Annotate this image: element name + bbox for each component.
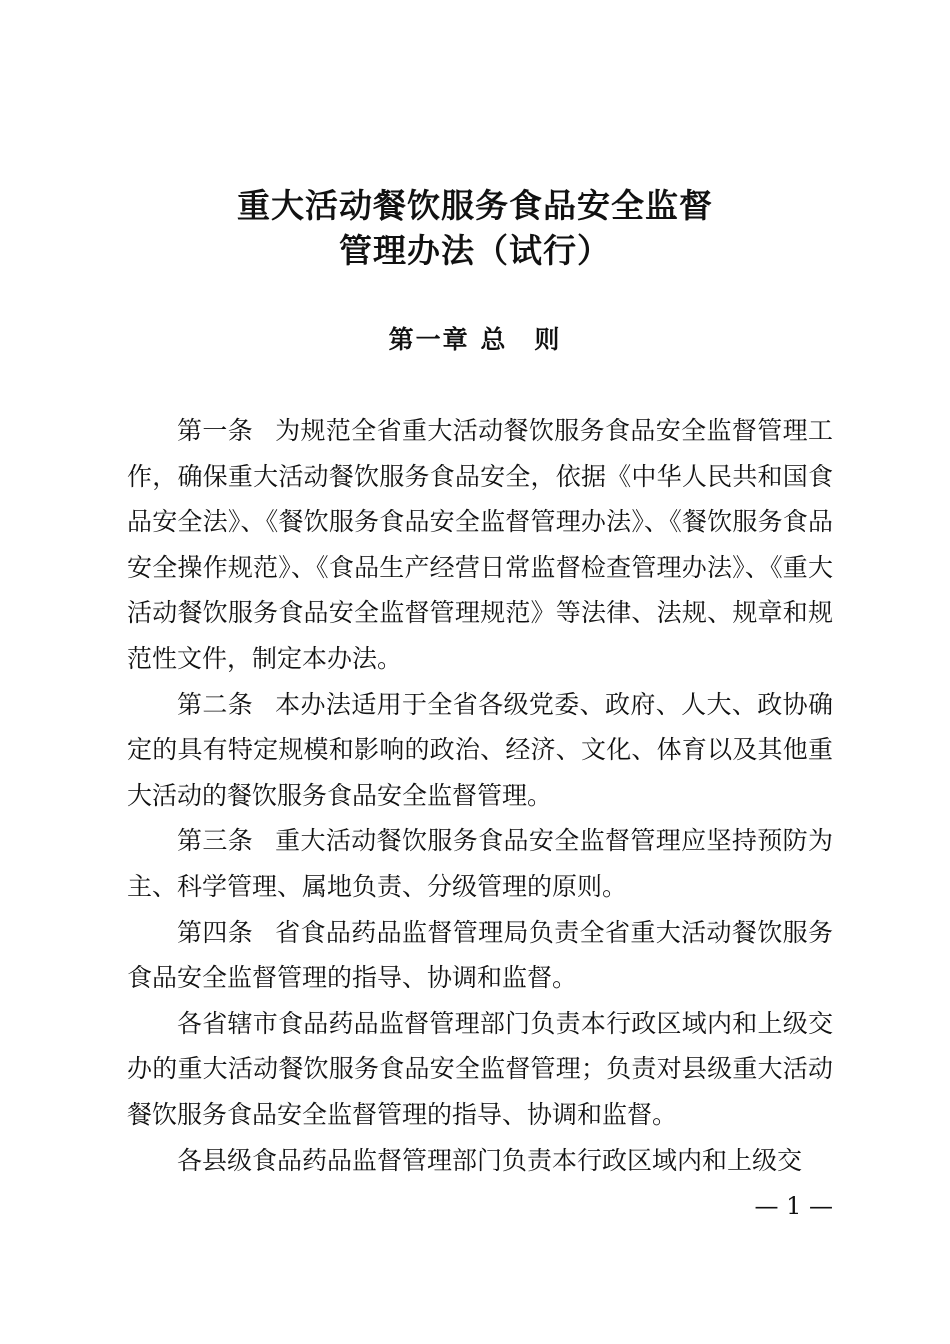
article-text: 各县级食品药品监督管理部门负责本行政区域内和上级交 [177, 1145, 803, 1175]
document-title-line-1: 重大活动餐饮服务食品安全监督 [237, 186, 713, 225]
article-text: 重大活动餐饮服务食品安全监督管理应坚持预防为主、科学管理、属地负责、分级管理的原则。 [127, 826, 833, 901]
paragraph-article-4 [127, 910, 833, 1001]
chapter-heading: 第一章 总 则 [388, 325, 562, 354]
paragraph-article-2 [127, 682, 833, 819]
paragraph-article-1 [127, 408, 833, 682]
body-text [127, 408, 833, 1183]
paragraph-article-4-clause-3 [127, 1138, 833, 1184]
page-number: — 1 — [754, 1192, 833, 1220]
article-number: 第二条 [177, 689, 254, 719]
article-number: 第四条 [177, 917, 254, 947]
article-number: 第一条 [177, 416, 254, 445]
article-text: 本办法适用于全省各级党委、政府、人大、政协确定的具有特定规模和影响的政治、经济、文化、体育以及其他重大活动的餐饮服务食品安全监督管理。 [127, 689, 833, 810]
paragraph-article-3 [127, 818, 833, 909]
article-text: 省食品药品监督管理局负责全省重大活动餐饮服务食品安全监督管理的指导、协调和监督。 [127, 917, 833, 993]
article-text: 各省辖市食品药品监督管理部门负责本行政区域内和上级交办的重大活动餐饮服务食品安全监督管理；负责对县级重大活动餐饮服务食品安全监督管理的指导、协调和监督。 [127, 1008, 833, 1129]
document-title-line-2: 管理办法（试行） [339, 231, 611, 270]
article-text: 为规范全省重大活动餐饮服务食品安全监督管理工作，确保重大活动餐饮服务食品安全，依据《中华人民共和国食品安全法》、《餐饮服务食品安全监督管理办法》、《餐饮服务食品安全操作规范》、《食品生产经营日常监督检查管理办法》、《重大活动餐饮服务食品安全监督管理规范》等法律、法规、规章和规范性文件，制定本办法。 [127, 416, 833, 673]
article-number: 第三条 [177, 826, 254, 856]
paragraph-article-4-clause-2 [127, 1001, 833, 1138]
